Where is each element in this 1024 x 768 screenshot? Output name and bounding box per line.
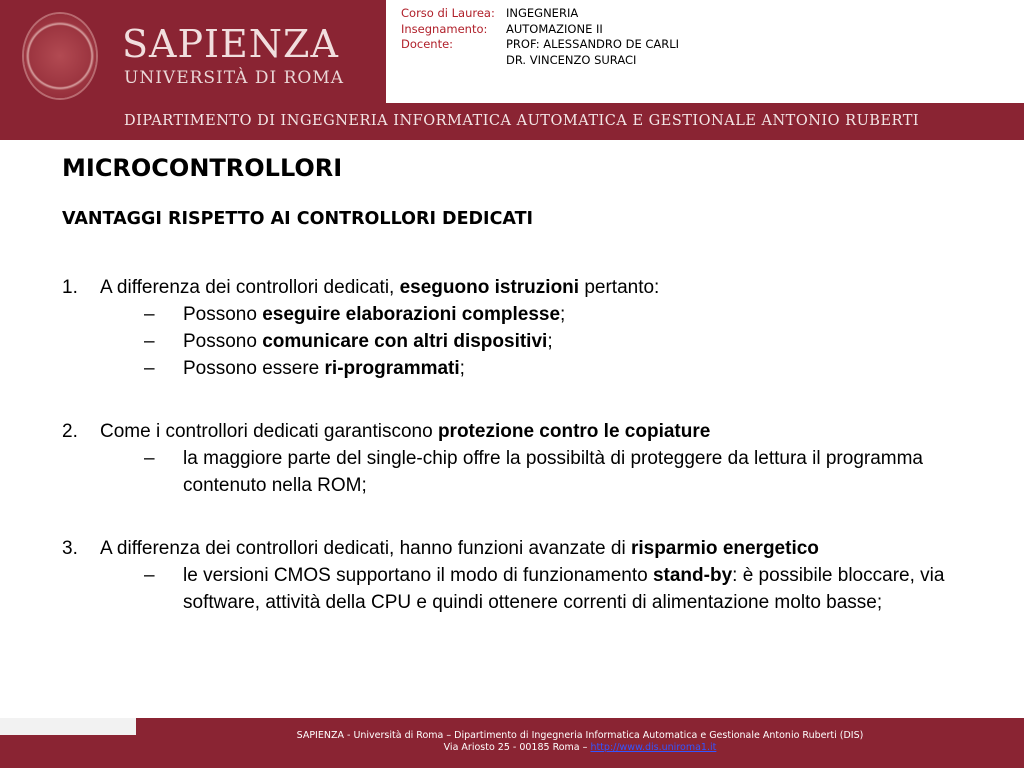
item-number: 1. <box>62 277 78 298</box>
text-bold: ri-programmati <box>324 358 460 379</box>
text-pre: A differenza dei controllori dedicati, hanno funzioni avanzate di <box>100 538 631 559</box>
footer-line1: SAPIENZA - Università di Roma – Dipartimento di Ingegneria Informatica Automatica e Gestionale Antonio Ruberti (DIS) <box>296 730 864 741</box>
text-pre: la maggiore parte del single-chip offre la possibiltà di proteggere da lettura il programma contenuto nella ROM; <box>183 448 923 496</box>
sub-item <box>62 328 982 355</box>
logo-title: SAPIENZA <box>122 22 339 66</box>
text-bold: risparmio energetico <box>630 538 819 559</box>
text-pre: le versioni CMOS supportano il modo di funzionamento <box>183 565 653 586</box>
text-post: pertanto: <box>579 277 660 298</box>
dash-bullet: – <box>144 565 155 586</box>
info-value: INGEGNERIA <box>506 6 579 20</box>
text-bold: eseguire elaborazioni complesse <box>262 304 561 325</box>
text-pre: Come i controllori dedicati garantiscono <box>100 421 438 442</box>
info-label: Docente: <box>401 37 454 51</box>
info-value: PROF: ALESSANDRO DE CARLI <box>506 37 680 51</box>
text-pre: Possono essere <box>183 358 325 379</box>
sub-item <box>62 562 982 616</box>
footer-line2 <box>136 742 1024 754</box>
sub-item <box>62 355 982 382</box>
text-pre: Possono <box>183 304 263 325</box>
dash-bullet: – <box>144 304 155 325</box>
footer <box>136 718 1024 768</box>
logo-subtitle: UNIVERSITÀ DI ROMA <box>124 68 345 88</box>
text-post: : è possibile bloccare, via software, attività della CPU e quindi ottenere correnti di alimentazione molto basse; <box>183 565 945 613</box>
info-label: Corso di Laurea: <box>401 6 495 20</box>
item-number: 3. <box>62 538 78 559</box>
slide-content <box>62 274 982 616</box>
dash-bullet: – <box>144 358 155 379</box>
university-seal-icon <box>24 14 96 98</box>
spacer <box>62 382 982 418</box>
text-pre: Possono <box>183 331 263 352</box>
list-item <box>62 274 982 382</box>
text-bold: protezione contro le copiature <box>437 421 711 442</box>
info-value: AUTOMAZIONE II <box>506 21 603 36</box>
sub-item <box>62 445 982 499</box>
sub-item <box>62 301 982 328</box>
dash-bullet: – <box>144 331 155 352</box>
text-pre: A differenza dei controllori dedicati, <box>100 277 400 298</box>
info-value: DR. VINCENZO SURACI <box>506 52 637 67</box>
dash-bullet: – <box>144 448 155 469</box>
text-post: ; <box>547 331 553 352</box>
department-band <box>0 103 1024 140</box>
footer-left-strip <box>0 718 136 735</box>
item-number: 2. <box>62 421 78 442</box>
text-post: ; <box>459 358 465 379</box>
text-bold: comunicare con altri dispositivi <box>262 331 548 352</box>
university-logo <box>0 0 386 103</box>
list-item <box>62 535 982 616</box>
department-name: DIPARTIMENTO DI INGEGNERIA INFORMATICA AUTOMATICA E GESTIONALE ANTONIO RUBERTI <box>124 113 920 129</box>
slide-subtitle: VANTAGGI RISPETTO AI CONTROLLORI DEDICATI <box>62 209 534 229</box>
info-label: Insegnamento: <box>401 21 488 36</box>
list-item <box>62 418 982 499</box>
text-bold: stand-by <box>652 565 733 586</box>
footer-address: Via Ariosto 25 - 00185 Roma – <box>443 742 591 753</box>
slide-title: MICROCONTROLLORI <box>62 154 343 182</box>
footer-link[interactable]: http://www.dis.uniroma1.it <box>590 742 717 753</box>
spacer <box>62 499 982 535</box>
footer-left <box>0 735 136 768</box>
text-post: ; <box>560 304 566 325</box>
text-bold: eseguono istruzioni <box>399 277 580 298</box>
